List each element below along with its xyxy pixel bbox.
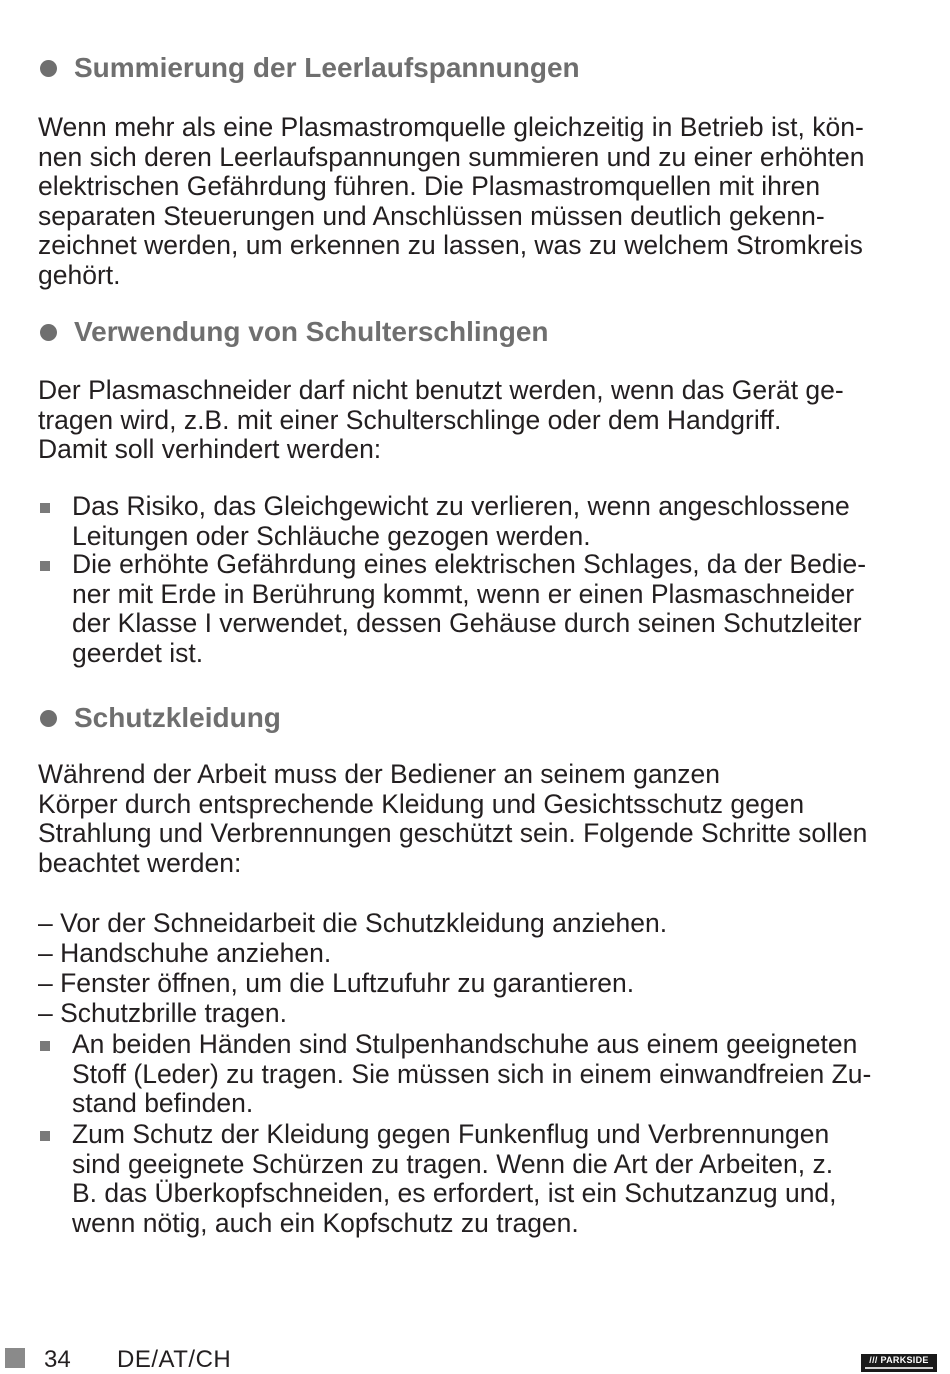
list-item — [38, 492, 910, 551]
dash-list-item: – Fenster öffnen, um die Luftzufuhr zu garantieren. — [38, 968, 635, 998]
heading-text: Schutzkleidung — [74, 702, 281, 733]
paragraph-schulterschlingen: Der Plasmaschneider darf nicht benutzt werden, wenn das Gerät ge- tragen wird, z.B. mit einer Schulterschlinge oder dem Handgriff. Damit soll verhindert werden: — [38, 375, 844, 464]
heading-text: Verwendung von Schulterschlingen — [74, 316, 549, 347]
language-codes: DE/AT/CH — [117, 1346, 232, 1373]
logo-stripe — [865, 1367, 933, 1369]
dash-list-item: – Vor der Schneidarbeit die Schutzkleidung anziehen. — [38, 908, 668, 938]
page-number: 34 — [44, 1346, 71, 1373]
bullet-dot-icon — [40, 324, 57, 341]
logo-text: /// PARKSIDE — [869, 1355, 929, 1365]
bullet-dot-icon — [40, 710, 57, 727]
square-bullet-icon — [40, 503, 50, 513]
list-item-text: An beiden Händen sind Stulpenhandschuhe aus einem geeigneten Stoff (Leder) zu tragen. Sie müssen sich in einem einwandfreien Zu- stand befinden. — [72, 1029, 872, 1118]
footer-square-icon — [5, 1348, 25, 1368]
list-item-text: Zum Schutz der Kleidung gegen Funkenflug und Verbrennungen sind geeignete Schürzen zu tragen. Wenn die Art der Arbeiten, z. B. das Überkopfschneiden, es erfordert, ist ein Schutzanzug und, wenn nötig, auch ein Kopfschutz zu tragen. — [72, 1119, 837, 1238]
paragraph-schutzkleidung: Während der Arbeit muss der Bediener an seinem ganzen Körper durch entsprechende Kleidung und Gesichtsschutz gegen Strahlung und Verbrennungen geschützt sein. Folgende Schritte sollen beachtet werden: — [38, 759, 868, 878]
dash-list — [38, 908, 910, 1028]
page-footer — [0, 1346, 950, 1374]
section-heading-schulterschlingen — [38, 316, 549, 348]
list-item-text: Das Risiko, das Gleichgewicht zu verlieren, wenn angeschlossene Leitungen oder Schläuche gezogen werden. — [72, 491, 850, 551]
square-bullet-icon — [40, 1041, 50, 1051]
list-item — [38, 1120, 910, 1238]
bullet-dot-icon — [40, 60, 57, 77]
list-item-text: Die erhöhte Gefährdung eines elektrischen Schlages, da der Bedie- ner mit Erde in Berührung kommt, wenn er einen Plasmaschneider der Klasse I verwendet, dessen Gehäuse durch seinen Schutzleiter geerdet ist. — [72, 549, 867, 668]
paragraph-leerlaufspannungen: Wenn mehr als eine Plasmastromquelle gleichzeitig in Betrieb ist, kön- nen sich deren Leerlaufspannungen summieren und zu einer erhöhten elektrischen Gefährdung führen. Die Plasmastromquellen mit ihren separaten Steuerungen und Anschlüssen müssen deutlich gekenn- zeichnet werden, um erkennen zu lassen, was zu welchem Stromkreis gehört. — [38, 112, 865, 290]
list-item — [38, 550, 910, 668]
section-heading-schutzkleidung — [38, 702, 281, 734]
dash-list-item: – Schutzbrille tragen. — [38, 998, 287, 1028]
list-item — [38, 1030, 910, 1119]
section-heading-leerlaufspannungen — [38, 52, 580, 84]
square-bullet-icon — [40, 1131, 50, 1141]
heading-text: Summierung der Leerlaufspannungen — [74, 52, 580, 83]
dash-list-item: – Handschuhe anziehen. — [38, 938, 332, 968]
parkside-logo — [861, 1354, 937, 1372]
square-bullet-icon — [40, 561, 50, 571]
